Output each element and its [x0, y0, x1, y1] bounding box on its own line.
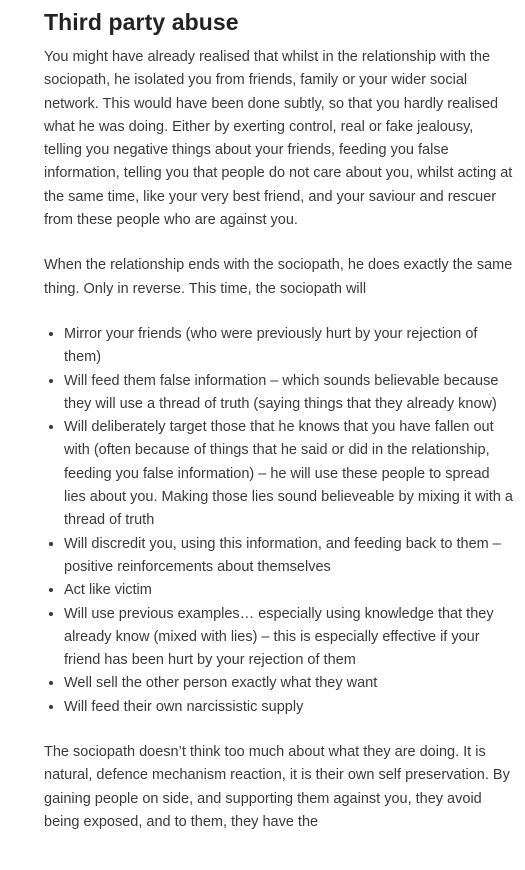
list-item: • Will use previous examples… especially using knowledge that they already know (mixed with lies) – this is especially effective if your friend has been hurt by your rejection of them	[64, 603, 514, 673]
section-heading: Third party abuse	[44, 9, 239, 35]
list-item: • Will discredit you, using this information, and feeding back to them – positive reinforcements about themselves	[64, 533, 514, 580]
list-item: • Will feed their own narcissistic supply	[64, 696, 514, 719]
tactics-list	[44, 323, 514, 719]
article-body	[44, 6, 514, 856]
list-item: • Will deliberately target those that he knows that you have fallen out with (often because of things that he said or did in the relationship, feeding you false information) – he will use these people to spread lies about you. Making those lies sound believeable by mixing it with a thread of truth	[64, 416, 514, 532]
list-item: • Mirror your friends (who were previously hurt by your rejection of them)	[64, 323, 514, 370]
paragraph-isolation: You might have already realised that whilst in the relationship with the sociopath, he isolated you from friends, family or your wider social network. This would have been done subtly, so that you hardly realised what he was doing. Either by exerting control, real or fake jealousy, telling you negative things about your friends, feeding you false information, telling you that people do not care about you, whilst acting at the same time, like your very best friend, and your saviour and rescuer from these people who are against you.	[44, 49, 513, 229]
list-item: • Will feed them false information – which sounds believable because they will use a thread of truth (saying things that they already know)	[64, 370, 514, 417]
list-item: • Well sell the other person exactly what they want	[64, 672, 514, 695]
paragraph-relationship-ends: When the relationship ends with the sociopath, he does exactly the same thing. Only in reverse. This time, the sociopath will	[44, 257, 513, 297]
list-item: • Act like victim	[64, 579, 514, 602]
paragraph-self-preservation: The sociopath doesn’t think too much about what they are doing. It is natural, defence mechanism reaction, it is their own self preservation. By gaining people on side, and supporting them against you, they avoid being exposed, and to them, they have the	[44, 744, 510, 830]
